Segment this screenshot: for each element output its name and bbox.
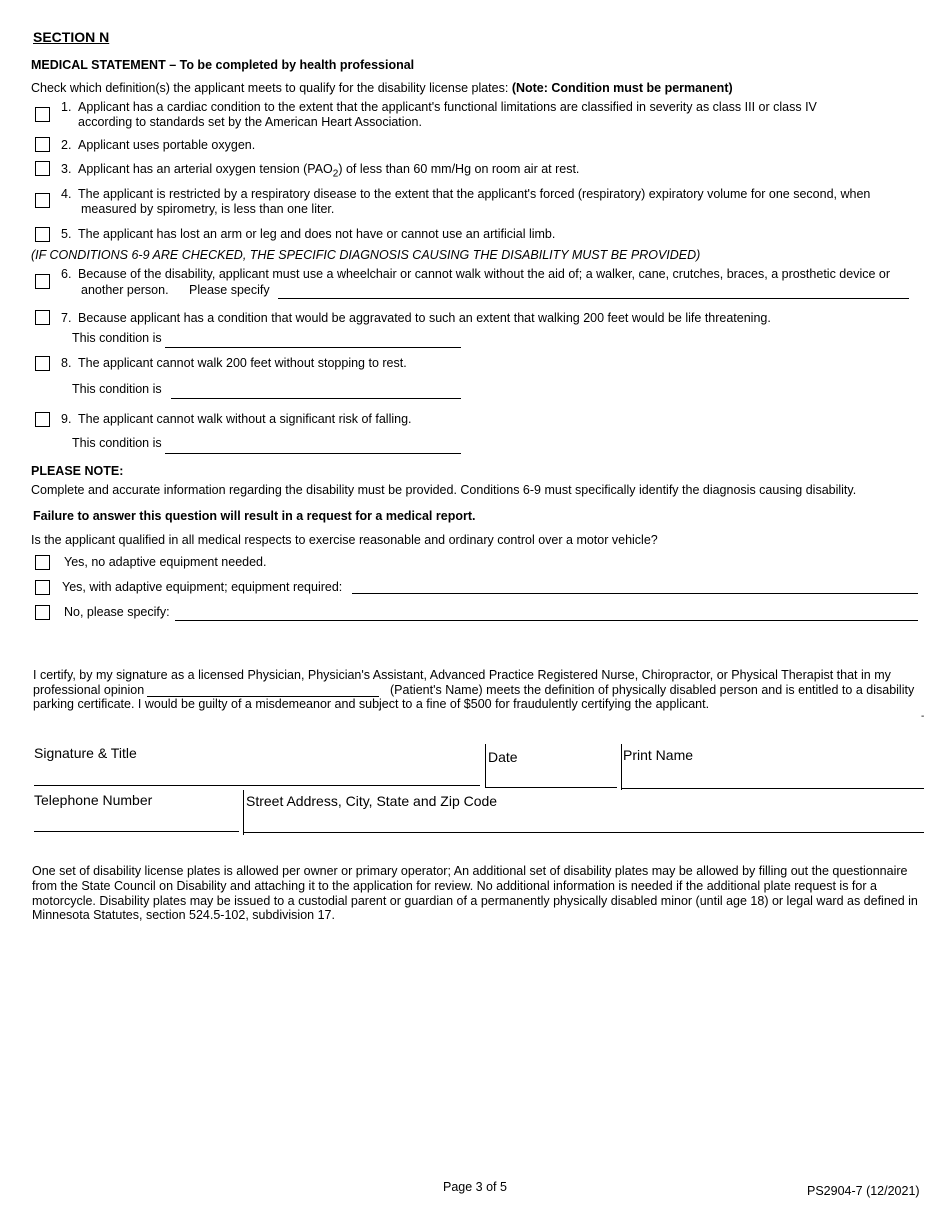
- condition-7-number: 7.: [61, 311, 72, 325]
- condition-6-number: 6.: [61, 267, 72, 281]
- date-input[interactable]: [486, 773, 617, 788]
- condition-4-text-line1: The applicant is restricted by a respiratory disease to the extent that the applicant's forced (respiratory) expiratory volume for one second, when: [78, 187, 871, 201]
- condition-8-checkbox[interactable]: [35, 356, 50, 371]
- condition-9-condition-label: This condition is: [72, 436, 162, 450]
- decor-mark: -: [921, 711, 925, 722]
- condition-4-number: 4.: [61, 187, 72, 201]
- footer-paragraph-line1: One set of disability license plates is allowed per owner or primary operator; An additional set of disability plates may be allowed by filling out the questionnaire: [32, 864, 908, 878]
- conditions-6-9-note: (IF CONDITIONS 6-9 ARE CHECKED, THE SPECIFIC DIAGNOSIS CAUSING THE DISABILITY MUST BE PROVIDED): [31, 248, 701, 262]
- condition-6-text-line2: another person.: [81, 283, 169, 297]
- condition-2-checkbox[interactable]: [35, 137, 50, 152]
- condition-8-condition-label: This condition is: [72, 382, 162, 396]
- answer-no-checkbox[interactable]: [35, 605, 50, 620]
- address-label: Street Address, City, State and Zip Code: [246, 793, 498, 809]
- condition-6-text-line1: Because of the disability, applicant must use a wheelchair or cannot walk without the aid of; a walker, cane, crutches, braces, a prosthetic device or: [78, 267, 891, 281]
- telephone-input[interactable]: [34, 817, 239, 832]
- condition-4-text-line2: measured by spirometry, is less than one liter.: [81, 202, 335, 216]
- condition-1-checkbox[interactable]: [35, 107, 50, 122]
- certify-line3: parking certificate. I would be guilty of a misdemeanor and subject to a fine of $500 for fraudulently certifying the applicant.: [33, 697, 710, 711]
- condition-7-text: Because applicant has a condition that would be aggravated to such an extent that walking 200 feet would be life threatening.: [78, 311, 771, 325]
- condition-7-condition-label: This condition is: [72, 331, 162, 345]
- condition-5-number: 5.: [61, 227, 72, 241]
- form-id: PS2904-7 (12/2021): [807, 1184, 920, 1198]
- date-label: Date: [488, 749, 518, 765]
- footer-paragraph-line4: Minnesota Statutes, section 524.5-102, subdivision 17.: [32, 908, 335, 922]
- adaptive-equipment-input[interactable]: [352, 579, 918, 594]
- address-input[interactable]: [244, 818, 924, 833]
- condition-1-text-line2: according to standards set by the American Heart Association.: [78, 115, 422, 129]
- section-title: SECTION N: [33, 29, 110, 45]
- certify-line2-post: (Patient's Name) meets the definition of physically disabled person and is entitled to a disability: [390, 683, 915, 697]
- please-note-text: Complete and accurate information regarding the disability must be provided. Conditions 6-9 must specifically identify the diagnosis causing disability.: [31, 483, 857, 497]
- patient-name-input[interactable]: [147, 682, 379, 697]
- answer-yes-no-equipment-label: Yes, no adaptive equipment needed.: [64, 555, 267, 569]
- condition-8-number: 8.: [61, 356, 72, 370]
- answer-yes-with-equipment-label: Yes, with adaptive equipment; equipment required:: [62, 580, 343, 594]
- condition-5-text: The applicant has lost an arm or leg and does not have or cannot use an artificial limb.: [78, 227, 556, 241]
- condition-9-text: The applicant cannot walk without a significant risk of falling.: [78, 412, 412, 426]
- please-note-heading: PLEASE NOTE:: [31, 464, 124, 478]
- telephone-label: Telephone Number: [34, 792, 153, 808]
- check-intro-text: Check which definition(s) the applicant meets to qualify for the disability license plates:: [31, 81, 509, 95]
- check-intro: [31, 81, 733, 95]
- print-name-input[interactable]: [622, 774, 924, 789]
- footer-paragraph-line2: from the State Council on Disability and attaching it to the application for review. No additional information is needed if the additional plate request is for a: [32, 879, 877, 893]
- condition-7-checkbox[interactable]: [35, 310, 50, 325]
- condition-3-subscript: 2: [332, 168, 339, 180]
- certify-line2-pre: professional opinion: [33, 683, 145, 697]
- condition-3-text: [78, 162, 579, 180]
- condition-3-number: 3.: [61, 162, 72, 176]
- condition-3-checkbox[interactable]: [35, 161, 50, 176]
- condition-8-condition-input[interactable]: [171, 384, 461, 399]
- page-number: Page 3 of 5: [443, 1180, 507, 1194]
- condition-3-text-post: ) of less than 60 mm/Hg on room air at rest.: [338, 162, 580, 176]
- condition-6-specify-label: Please specify: [189, 283, 270, 297]
- condition-5-checkbox[interactable]: [35, 227, 50, 242]
- footer-paragraph-line3: motorcycle. Disability plates may be issued to a custodial parent or guardian of a permanently physically disabled minor (until age 18) or legal ward as defined in: [32, 894, 918, 908]
- condition-6-specify-input[interactable]: [278, 284, 909, 299]
- condition-8-text: The applicant cannot walk 200 feet without stopping to rest.: [78, 356, 407, 370]
- condition-7-condition-input[interactable]: [165, 333, 461, 348]
- print-name-label: Print Name: [623, 747, 694, 763]
- condition-1-number: 1.: [61, 100, 72, 114]
- qualified-question: Is the applicant qualified in all medical respects to exercise reasonable and ordinary control over a motor vehicle?: [31, 533, 658, 547]
- answer-no-label: No, please specify:: [64, 605, 170, 619]
- check-note: (Note: Condition must be permanent): [511, 81, 733, 95]
- condition-3-text-pre: Applicant has an arterial oxygen tension (PAO: [78, 162, 333, 176]
- signature-input[interactable]: [34, 771, 480, 786]
- answer-yes-no-equipment-checkbox[interactable]: [35, 555, 50, 570]
- medical-heading: MEDICAL STATEMENT – To be completed by health professional: [31, 58, 415, 72]
- condition-9-checkbox[interactable]: [35, 412, 50, 427]
- failure-warning: Failure to answer this question will result in a request for a medical report.: [33, 509, 476, 523]
- answer-yes-with-equipment-checkbox[interactable]: [35, 580, 50, 595]
- condition-2-number: 2.: [61, 138, 72, 152]
- condition-1-text-line1: Applicant has a cardiac condition to the extent that the applicant's functional limitations are classified in severity as class III or class IV: [78, 100, 817, 114]
- condition-2-text: Applicant uses portable oxygen.: [78, 138, 256, 152]
- condition-9-condition-input[interactable]: [165, 439, 461, 454]
- condition-9-number: 9.: [61, 412, 72, 426]
- signature-title-label: Signature & Title: [34, 745, 137, 761]
- condition-4-checkbox[interactable]: [35, 193, 50, 208]
- no-specify-input[interactable]: [175, 606, 918, 621]
- certify-line1: I certify, by my signature as a licensed Physician, Physician's Assistant, Advanced Practice Registered Nurse, Chiropractor, or Physical Therapist that in my: [33, 668, 891, 682]
- condition-6-checkbox[interactable]: [35, 274, 50, 289]
